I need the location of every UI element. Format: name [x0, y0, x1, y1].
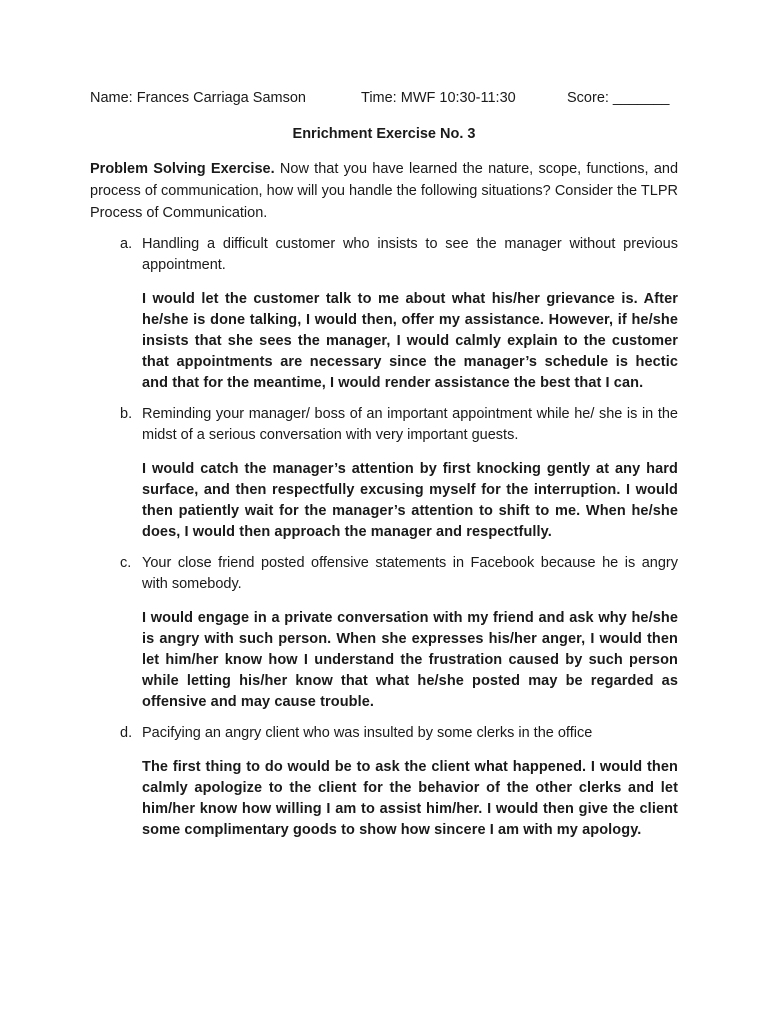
- item-letter: a.: [120, 236, 133, 252]
- student-name: Name: Frances Carriaga Samson: [90, 90, 306, 106]
- situation-list: [90, 234, 678, 841]
- item-answer: I would engage in a private conversation with my friend and ask why he/she is angry with such person. When she expresses his/her anger, I would then let him/her know how I understand the frustration caused by such person while letting his/her know that what he/she posted may be regarded as offensive and may cause trouble.: [142, 610, 678, 710]
- item-answer: I would catch the manager’s attention by first knocking gently at any hard surface, and then respectfully excusing myself for the interruption. I would then patiently wait for the manager’s attention to shift to me. When he/she does, I would then approach the manager and respectfully.: [142, 461, 678, 540]
- document-page: [90, 90, 678, 851]
- list-item: [120, 234, 678, 394]
- list-item: [120, 723, 678, 841]
- item-question: Handling a difficult customer who insists to see the manager without previous appointment.: [142, 236, 678, 273]
- score-field: Score: _______: [567, 90, 670, 106]
- item-question: Your close friend posted offensive statements in Facebook because he is angry with somebody.: [142, 555, 678, 592]
- item-answer: I would let the customer talk to me about what his/her grievance is. After he/she is done talking, I would then, offer my assistance. However, if he/she insists that she sees the manager, I would calmly explain to the customer that appointments are necessary since the manager’s schedule is hectic and that for the meantime, I would render assistance the best that I can.: [142, 291, 678, 391]
- class-time: Time: MWF 10:30-11:30: [361, 90, 516, 106]
- intro-lead: Problem Solving Exercise.: [90, 161, 275, 177]
- item-question: Reminding your manager/ boss of an important appointment while he/ she is in the midst of a serious conversation with very important guests.: [142, 406, 678, 443]
- item-letter: c.: [120, 555, 132, 571]
- list-item: [120, 553, 678, 713]
- item-letter: b.: [120, 406, 133, 422]
- intro-text: Now that you have learned the nature, scope, functions, and process of communication, how will you handle the following situations? Consider the TLPR Process of Communication.: [90, 161, 679, 221]
- intro-paragraph: [90, 158, 678, 224]
- document-title: Enrichment Exercise No. 3: [292, 126, 476, 142]
- list-item: [120, 404, 678, 543]
- header-line: [90, 90, 678, 112]
- item-answer: The first thing to do would be to ask the client what happened. I would then calmly apologize to the client for the behavior of the other clerks and let him/her know how willing I am to assist him/her. I would then give the client some complimentary goods to show how sincere I am with my apology.: [142, 759, 678, 838]
- item-question: Pacifying an angry client who was insulted by some clerks in the office: [142, 725, 593, 741]
- item-letter: d.: [120, 725, 133, 741]
